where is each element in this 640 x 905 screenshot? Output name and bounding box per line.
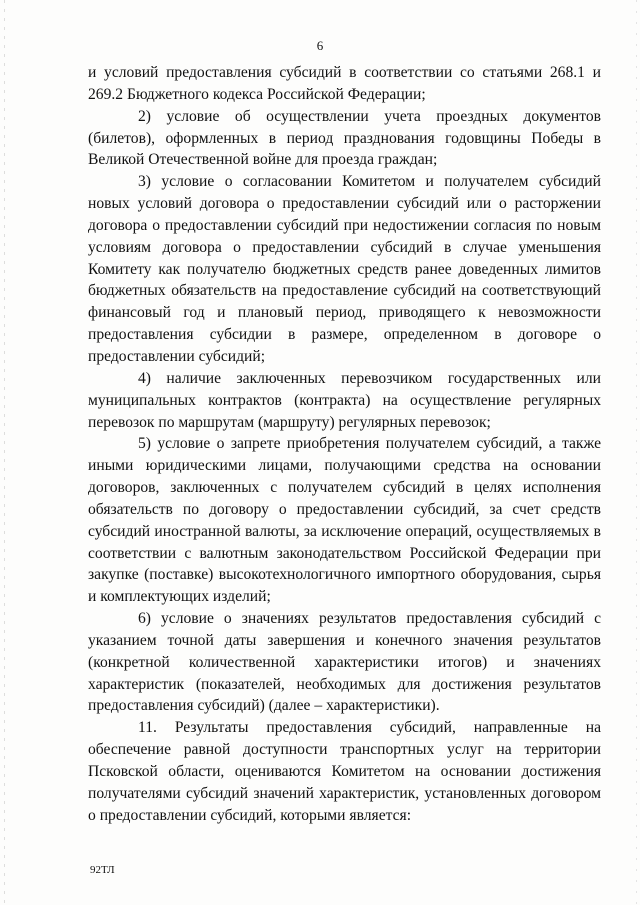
paragraph-item-3: 3) условие о согласовании Комитетом и получателем субсидий новых условий договора о предоставлении субсидий или о расторжении договора о предоставлении субсидий при недостижении согласия по новым условиям договора о предоставлении субсидий в случае уменьшения Комитету как получателю бюджетных средств ранее доведенных лимитов бюджетных обязательств на предоставление субсидий на соответствующий финансовый год и плановый период, приводящего к невозможности предоставления субсидии в размере, определенном в договоре о предоставлении субсидий; — [88, 173, 601, 365]
footer-code: 92ТЛ — [90, 864, 115, 876]
paragraph-item-4: 4) наличие заключенных перевозчиком государственных или муниципальных контрактов (контракта) на осуществление регулярных перевозок по маршрутам (маршруту) регулярных перевозок; — [88, 369, 601, 431]
paragraph-item-5: 5) условие о запрете приобретения получателем субсидий, а также иными юридическими лицами, получающими средства на основании договоров, заключенных с получателем субсидий в целях исполнения обязательств по договору о предоставлении субсидий, за счет средств субсидий иностранной валюты, за исключение операций, осуществляемых в соответствии с валютным законодательством Российской Федерации при закупке (поставке) высокотехнологичного импортного оборудования, сырья и комплектующих изделий; — [88, 435, 601, 606]
paragraph-continuation: и условий предоставления субсидий в соответствии со статьями 268.1 и 269.2 Бюджетного кодекса Российской Федерации; — [88, 64, 601, 103]
scan-edge-right — [636, 0, 637, 905]
paragraph-item-6: 6) условие о значениях результатов предоставления субсидий с указанием точной даты завершения и конечного значения результатов (конкретной количественной характеристики итогов) и значениях характеристик (показателей, необходимых для достижения результатов предоставления субсидий) (далее – характеристики). — [88, 610, 601, 715]
paragraph-item-2: 2) условие об осуществлении учета проездных документов (билетов), оформленных в период празднования годовщины Победы в Великой Отечественной войне для проезда граждан; — [88, 107, 601, 169]
document-body — [88, 62, 601, 827]
page-number: 6 — [316, 38, 324, 53]
paragraph-section-11: 11. Результаты предоставления субсидий, направленные на обеспечение равной доступности транспортных услуг на территории Псковской области, оцениваются Комитетом на основании достижения получателями субсидий значений характеристик, установленных договором о предоставлении субсидий, которыми является: — [88, 719, 601, 824]
scan-edge-left — [4, 0, 5, 905]
